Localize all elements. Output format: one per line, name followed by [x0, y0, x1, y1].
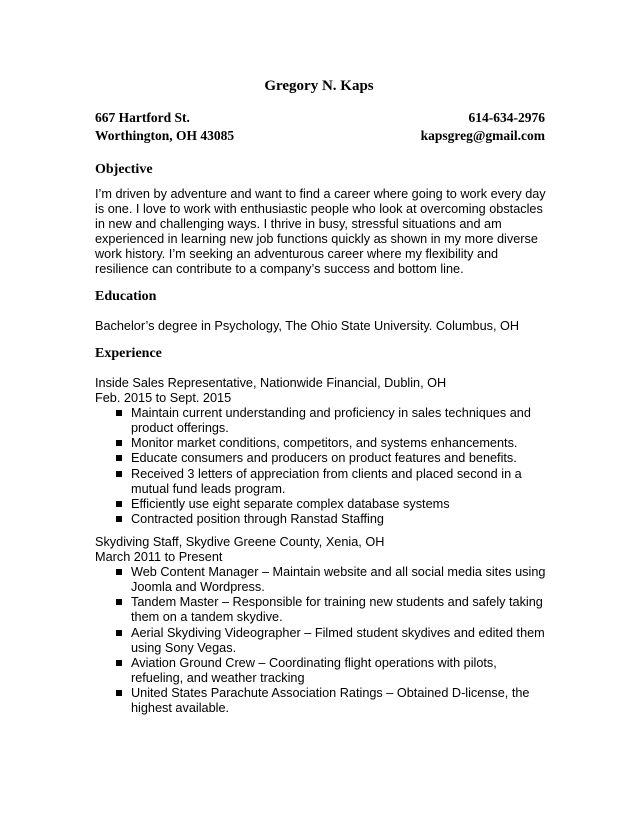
- bullet-line: Educate consumers and producers on product features and benefits.: [131, 451, 517, 466]
- job-title: Inside Sales Representative, Nationwide Financial, Dublin, OH: [95, 376, 447, 390]
- bullet-line: Joomla and Wordpress.: [131, 580, 265, 595]
- objective-heading: Objective: [95, 162, 153, 177]
- contact-row-2: [95, 127, 545, 145]
- bullet-line: Web Content Manager – Maintain website and all social media sites using: [131, 565, 546, 580]
- address-line-2: Worthington, OH 43085: [95, 128, 235, 143]
- bullet-line: mutual fund leads program.: [131, 481, 286, 496]
- list-item: [95, 595, 555, 625]
- square-bullet-icon: [116, 455, 122, 461]
- job-duties-list: [95, 406, 555, 527]
- contact-block: [95, 109, 545, 145]
- job-title: Skydiving Staff, Skydive Greene County, Xenia, OH: [95, 535, 385, 549]
- bullet-line: Aviation Ground Crew – Coordinating flight operations with pilots,: [131, 655, 497, 670]
- bullet-line: Received 3 letters of appreciation from clients and placed second in a: [131, 466, 522, 481]
- experience-heading: Experience: [95, 346, 162, 361]
- square-bullet-icon: [116, 690, 122, 696]
- square-bullet-icon: [116, 569, 122, 575]
- objective-line: in new and challenging ways. I thrive in busy, stressful situations and am: [95, 217, 502, 232]
- job-dates: March 2011 to Present: [95, 550, 223, 565]
- job-dates: Feb. 2015 to Sept. 2015: [95, 391, 232, 406]
- address-line-1: 667 Hartford St.: [95, 110, 190, 125]
- bullet-line: using Sony Vegas.: [131, 640, 237, 655]
- list-item: [95, 451, 555, 466]
- list-item: [95, 512, 555, 527]
- list-item: [95, 626, 555, 656]
- job-entry-skydive: [95, 535, 555, 716]
- square-bullet-icon: [116, 501, 122, 507]
- list-item: [95, 565, 555, 595]
- education-text: Bachelor’s degree in Psychology, The Ohio State University. Columbus, OH: [95, 319, 520, 333]
- bullet-line: Tandem Master – Responsible for training new students and safely taking: [131, 595, 543, 610]
- list-item: [95, 436, 555, 451]
- square-bullet-icon: [116, 440, 122, 446]
- bullet-line: Maintain current understanding and proficiency in sales techniques and: [131, 406, 531, 421]
- bullet-line: Efficiently use eight separate complex database systems: [131, 496, 450, 511]
- objective-line: work history. I’m seeking an adventurous career where my flexibility and: [95, 247, 499, 262]
- list-item: [95, 497, 555, 512]
- objective-line: I’m driven by adventure and want to find a career where going to work every day: [95, 187, 546, 201]
- applicant-name: Gregory N. Kaps: [264, 78, 374, 94]
- education-heading: Education: [95, 289, 157, 304]
- bullet-line: Monitor market conditions, competitors, and systems enhancements.: [131, 436, 518, 451]
- bullet-line: Aerial Skydiving Videographer – Filmed student skydives and edited them: [131, 625, 545, 640]
- square-bullet-icon: [116, 630, 122, 636]
- square-bullet-icon: [116, 471, 122, 477]
- bullet-line: them on a tandem skydive.: [131, 610, 283, 625]
- bullet-line: refueling, and weather tracking: [131, 670, 305, 685]
- objective-text: [95, 187, 555, 278]
- square-bullet-icon: [116, 599, 122, 605]
- phone-number: 614-634-2976: [468, 110, 545, 125]
- bullet-line: product offerings.: [131, 421, 229, 436]
- square-bullet-icon: [116, 516, 122, 522]
- objective-line: is one. I love to work with enthusiastic people who look at overcoming obstacles: [95, 202, 543, 217]
- list-item: [95, 406, 555, 436]
- bullet-line: highest available.: [131, 701, 230, 716]
- list-item: [95, 686, 555, 716]
- square-bullet-icon: [116, 660, 122, 666]
- list-item: [95, 467, 555, 497]
- objective-line: resilience can contribute to a company’s success and bottom line.: [95, 262, 464, 277]
- contact-row-1: [95, 109, 545, 127]
- bullet-line: Contracted position through Ranstad Staffing: [131, 511, 384, 526]
- bullet-line: United States Parachute Association Ratings – Obtained D-license, the: [131, 685, 530, 700]
- email-address: kapsgreg@gmail.com: [420, 128, 545, 143]
- job-entry-nationwide: [95, 376, 555, 527]
- objective-line: experienced in learning new job functions quickly as shown in my more diverse: [95, 232, 538, 247]
- square-bullet-icon: [116, 410, 122, 416]
- list-item: [95, 656, 555, 686]
- job-duties-list: [95, 565, 555, 716]
